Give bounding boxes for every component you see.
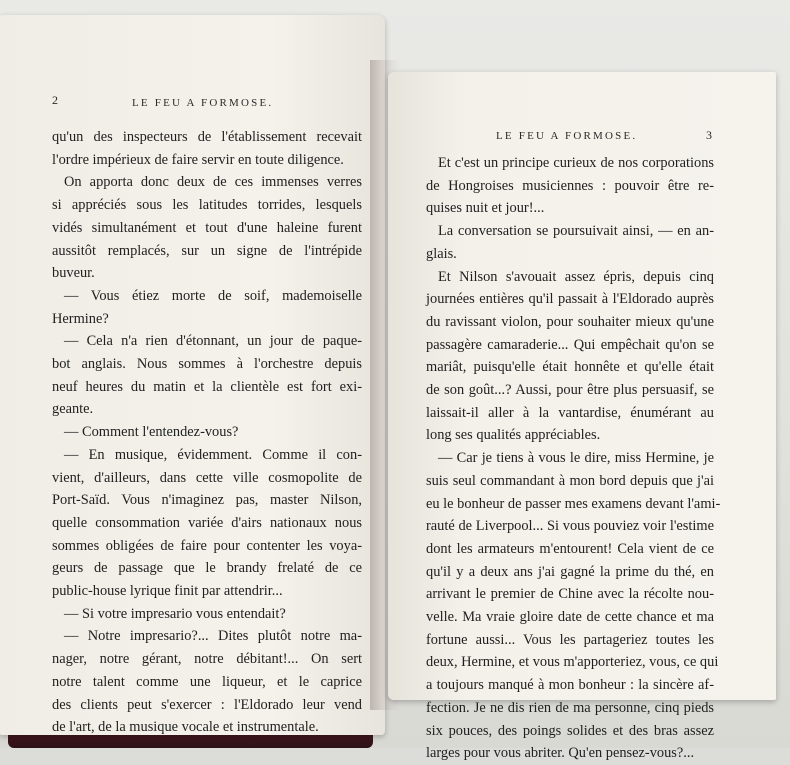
text-line: — Notre impresario?... Dites plutôt notre ma- bbox=[64, 628, 362, 645]
text-line: journées entières qu'il passait à l'Eldorado auprès bbox=[426, 291, 714, 308]
text-line: long ses qualités appréciables. bbox=[426, 427, 601, 444]
text-line: aussitôt remplacés, sur un signe de l'intrépide bbox=[52, 242, 362, 259]
text-line: — En musique, évidemment. Comme il con- bbox=[64, 446, 362, 463]
left-page bbox=[0, 15, 385, 735]
text-line: fection. Je ne dis rien de ma personne, cinq pieds bbox=[426, 699, 714, 716]
page-body-text bbox=[426, 152, 721, 765]
text-line: velle. Ma vraie gloire date de cette chance et ma bbox=[426, 609, 714, 626]
text-line: — Vous étiez morte de soif, mademoiselle bbox=[64, 287, 362, 304]
text-line: neuf heures du matin et la clientèle est fort exi- bbox=[52, 378, 362, 395]
right-page bbox=[388, 72, 776, 762]
text-line: geurs de passage que le brandy frelaté de ce bbox=[52, 560, 362, 577]
text-line: On apporta donc deux de ces immenses verres bbox=[64, 174, 362, 191]
text-line: mariât, puisqu'elle était honnête et qu'elle était bbox=[426, 359, 714, 376]
text-line: laissait-il aller à la vantardise, énumérant au bbox=[426, 404, 714, 421]
text-line: Et c'est un principe curieux de nos corporations bbox=[438, 155, 714, 171]
text-line: vidés simultanément et tout d'une haleine furent bbox=[52, 219, 362, 236]
text-line: notre talent comme une liqueur, et le caprice bbox=[52, 673, 362, 690]
text-line: bot anglais. Nous sommes à l'orchestre depuis bbox=[52, 356, 362, 373]
text-line: qu'il y a deux ans j'ai gagné la prime du thé, en bbox=[426, 563, 714, 580]
text-line: Port-Saïd. Vous n'imaginez pas, master Nilson, bbox=[52, 492, 362, 509]
text-line: du ravissant violon, pour souhaiter mieux qu'une bbox=[426, 313, 714, 330]
text-line: — Car je tiens à vous le dire, miss Hermine, je bbox=[438, 450, 714, 467]
text-line: dont les armateurs m'entourent! Cela vient de ce bbox=[426, 540, 714, 557]
running-head: LE FEU A FORMOSE. bbox=[496, 130, 638, 142]
text-line: suis seul commandant à mon bord depuis que j'ai bbox=[426, 472, 714, 489]
text-line: de l'art, de la musique vocale et instrumentale. bbox=[52, 719, 319, 736]
running-head: LE FEU A FORMOSE. bbox=[132, 97, 274, 109]
text-line: — Si votre impresario vous entendait? bbox=[64, 605, 286, 622]
text-line: des clients peut s'exercer : l'Eldorado leur vend bbox=[52, 696, 362, 713]
text-line: qu'un des inspecteurs de l'établissement recevait bbox=[52, 129, 362, 145]
page-number: 2 bbox=[52, 93, 58, 107]
text-line: geante. bbox=[52, 401, 94, 418]
text-line: La conversation se poursuivait ainsi, — en an- bbox=[438, 223, 714, 240]
text-line: passagère camaraderie... Qui empêchait qu'on se bbox=[426, 336, 714, 353]
text-line: eu le bonheur de passer mes examens devant l'ami- bbox=[426, 495, 721, 512]
text-line: a toujours manqué à mon bonheur : la sincère af- bbox=[426, 677, 714, 694]
text-line: arrivant le premier de Chine avec la récolte nou- bbox=[426, 586, 714, 603]
page-number: 3 bbox=[706, 128, 712, 142]
text-line: six pouces, des poings solides et des bras assez bbox=[426, 722, 714, 739]
text-line: Hermine? bbox=[52, 310, 109, 327]
text-line: vient, d'ailleurs, dans cette ville cosmopolite de bbox=[52, 469, 362, 486]
text-line: nager, notre gérant, notre débitant!... On sert bbox=[52, 651, 362, 668]
text-line: si appréciés sous les latitudes torrides, lesquels bbox=[52, 197, 362, 214]
text-line: deux, Hermine, et vous m'apporteriez, vous, ce qui bbox=[426, 654, 719, 671]
text-line: rauté de Liverpool... Si vous pouviez voir l'estime bbox=[426, 518, 714, 535]
text-line: Et Nilson s'avouait assez épris, depuis cinq bbox=[438, 268, 714, 285]
text-line: — Comment l'entendez-vous? bbox=[64, 424, 239, 441]
text-line: quelle consommation variée d'airs nationaux nous bbox=[52, 514, 362, 531]
text-line: glais. bbox=[426, 245, 457, 262]
page-body-text bbox=[52, 126, 362, 739]
text-line: public-house lyrique finit par attendrir... bbox=[52, 583, 283, 600]
text-line: de son goût...? Aussi, pour être plus persuasif, se bbox=[426, 382, 714, 399]
text-line: — Cela n'a rien d'étonnant, un jour de paque- bbox=[64, 333, 362, 350]
text-line: sommes obligées de faire pour contenter les voya- bbox=[52, 537, 362, 554]
text-line: buveur. bbox=[52, 265, 95, 282]
text-line: larges pour vous abriter. Qu'en pensez-vous?... bbox=[426, 745, 695, 762]
text-line: l'ordre impérieux de faire servir en toute diligence. bbox=[52, 151, 344, 168]
text-line: quises nuit et jour!... bbox=[426, 200, 545, 217]
text-line: fortune aussi... Vous les partageriez toutes les bbox=[426, 631, 714, 648]
text-line: de Hongroises musiciennes : pouvoir être re- bbox=[426, 177, 714, 194]
